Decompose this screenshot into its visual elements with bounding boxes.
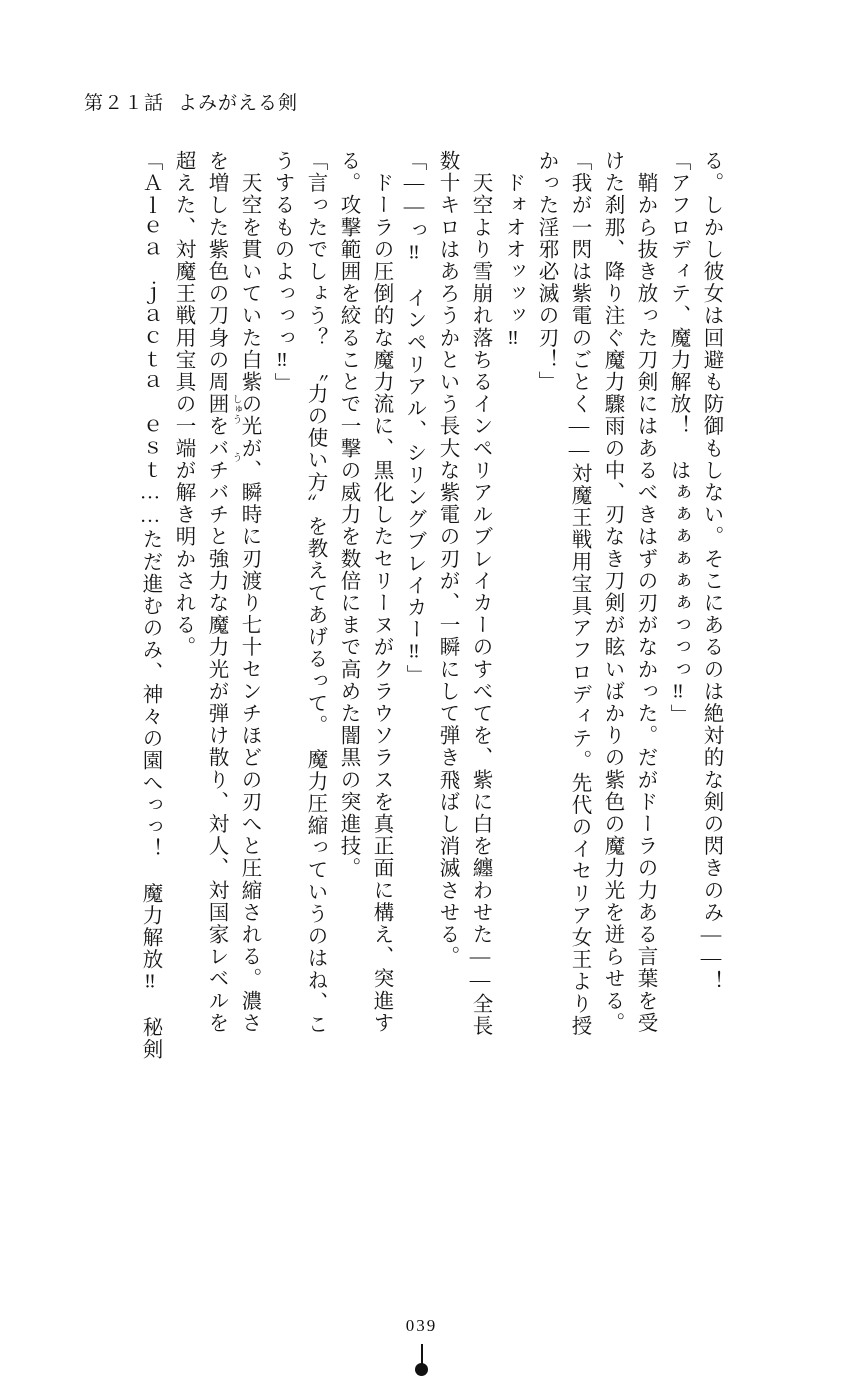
text-column: 超えた、対魔王戦用宝具の一端が解き明かされる。	[172, 150, 194, 659]
text-column: 「アフロディテ、魔力解放！ はぁぁぁぁぁぁっっっ‼」	[667, 150, 689, 727]
chapter-title: よみがえる剣	[178, 93, 299, 114]
text-column: 「Ａｌｅａ ｊａｃｔａ ｅｓｔ……ただ進むのみ、神々の園へっっ！ 魔力解放‼ 秘剣	[139, 150, 161, 1061]
ruby-annotation: う	[230, 452, 241, 462]
text-column: 「——っ‼ インペリアル、シリングブレイカー‼」	[403, 150, 425, 687]
text-column: 天空より雪崩れ落ちるインペリアルブレイカーのすべてを、紫に白を纏わせた——全長	[469, 150, 491, 1037]
text-column: 鞘から抜き放った刀剣にはあるべきはずの刃がなかった。だがドーラの力ある言葉を受	[634, 150, 656, 1034]
text-column: る。しかし彼女は回避も防御もしない。そこにあるのは絶対的な剣の閃きのみ——！	[700, 150, 722, 993]
text-column: 数十キロはあろうかという長大な紫電の刃が、一瞬にして弾き飛ばし消滅させる。	[436, 150, 458, 968]
text-column: かった淫邪必滅の刃！」	[535, 150, 557, 394]
running-head	[84, 88, 298, 115]
vertical-text-body	[127, 150, 767, 1110]
text-column: ドォオオッッッ‼	[502, 150, 524, 351]
ruby-annotation: しゅう	[230, 394, 241, 424]
text-column: 「言ったでしょう？ 〝力の使い方〟を教えてあげるって。 魔力圧縮っていうのはね、こ	[304, 150, 326, 1036]
chapter-number: 第２１話	[84, 93, 165, 114]
folio-dot	[415, 1363, 428, 1376]
text-column: 「我が一閃は紫電のごとく——対魔王戦用宝具アフロディテ。先代のイセリア女王より授	[568, 150, 590, 1037]
text-column: うするものよっっっ‼」	[271, 150, 293, 395]
text-column: けた刹那、降り注ぐ魔力驟雨の中、刃なき刀剣が眩いばかりの紫色の魔力光を迸らせる。	[601, 150, 623, 1034]
page-number: 039	[405, 1316, 438, 1335]
text-column: る。攻撃範囲を絞ることで一撃の威力を数倍にまで高めた闇黒の突進技。	[337, 150, 359, 880]
text-column: を増した紫色の刀身の周囲をバチバチと強力な魔力光が弾け散り、対人、対国家レベルを	[205, 150, 227, 1034]
text-column: ドーラの圧倒的な魔力流に、黒化したセリーヌがクラウソラスを真正面に構え、突進す	[370, 150, 392, 1034]
text-column: 天空を貫いていた白紫の光が、瞬時に刃渡り七十センチほどの刃へと圧縮される。濃さ	[238, 150, 260, 1034]
